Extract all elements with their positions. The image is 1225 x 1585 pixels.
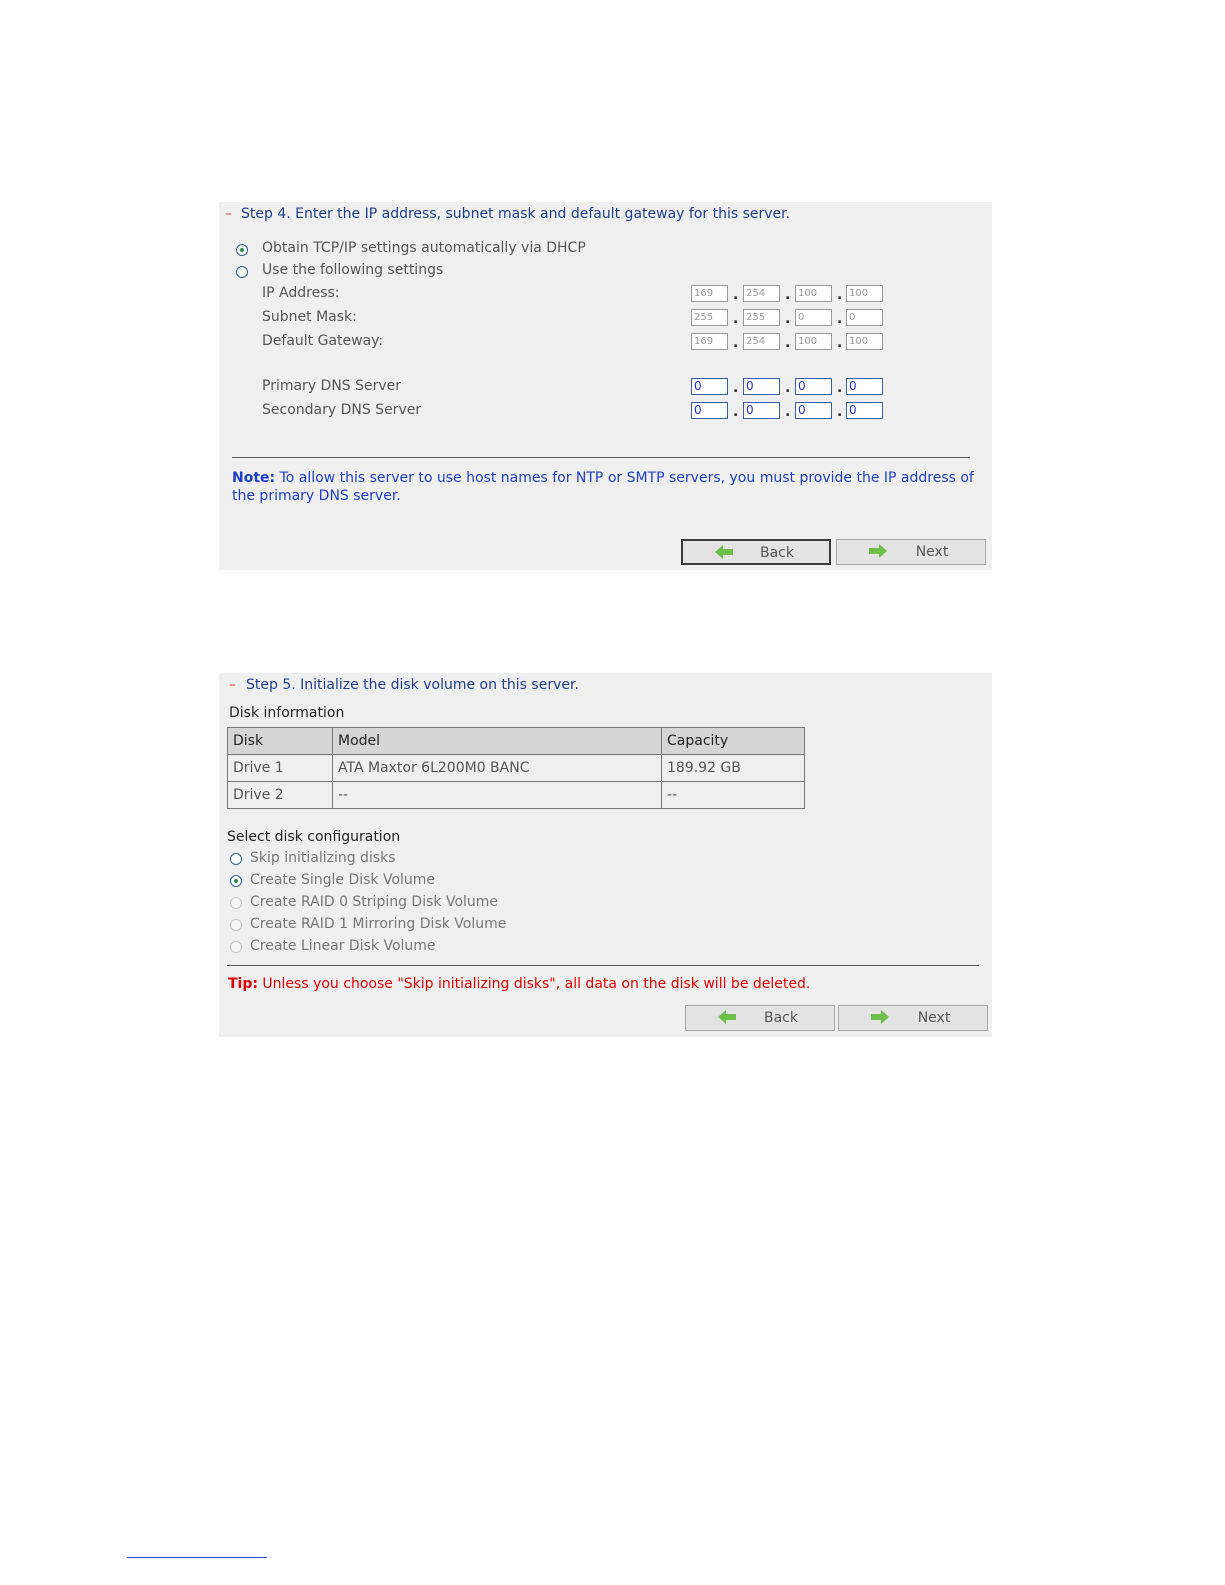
step5-panel	[219, 673, 992, 1037]
divider	[227, 965, 979, 966]
raid0-label: Create RAID 0 Striping Disk Volume	[250, 894, 499, 910]
gateway-dot: .	[837, 335, 843, 351]
disk-info-label: Disk information	[229, 705, 345, 721]
step5-title: Step 5. Initialize the disk volume on this server.	[246, 677, 579, 693]
subnet-octet-3: 0	[795, 309, 832, 326]
dns-dot: .	[785, 380, 791, 396]
raid0-radio	[230, 897, 242, 909]
table-row	[228, 755, 805, 782]
back-button[interactable]	[681, 539, 831, 565]
gateway-dot: .	[733, 335, 739, 351]
secondary-dns-octet-3[interactable]: 0	[795, 402, 832, 419]
next-button-label: Next	[915, 544, 949, 560]
tip-message	[228, 976, 810, 992]
back-button-label: Back	[760, 545, 794, 561]
ip-dot: .	[837, 287, 843, 303]
ip-dot: .	[733, 287, 739, 303]
back-button[interactable]	[685, 1005, 835, 1031]
primary-dns-label: Primary DNS Server	[262, 378, 402, 394]
tip-label: Tip:	[228, 976, 258, 992]
cell-model: ATA Maxtor 6L200M0 BANC	[333, 755, 662, 782]
footnote-separator	[127, 1557, 267, 1558]
secondary-dns-octet-1[interactable]: 0	[691, 402, 728, 419]
table-header-row	[228, 728, 805, 755]
ip-octet-1: 169	[691, 285, 728, 302]
raid1-radio	[230, 919, 242, 931]
dhcp-radio[interactable]	[236, 244, 248, 256]
collapse-dash[interactable]: –	[225, 206, 232, 222]
skip-init-label: Skip initializing disks	[250, 850, 396, 866]
note-text: To allow this server to use host names for NTP or SMTP servers, you must provide the IP address of the primary DNS server.	[232, 470, 974, 504]
primary-dns-octet-3[interactable]: 0	[795, 378, 832, 395]
primary-dns-octet-4[interactable]: 0	[846, 378, 883, 395]
next-button-label: Next	[917, 1010, 951, 1026]
cell-capacity: 189.92 GB	[662, 755, 805, 782]
skip-init-radio[interactable]	[230, 853, 242, 865]
single-disk-label: Create Single Disk Volume	[250, 872, 436, 888]
back-button-label: Back	[764, 1010, 798, 1026]
subnet-octet-1: 255	[691, 309, 728, 326]
ip-octet-3: 100	[795, 285, 832, 302]
gateway-octet-1: 169	[691, 333, 728, 350]
subnet-mask-label: Subnet Mask:	[262, 309, 357, 325]
dns-dot: .	[733, 404, 739, 420]
next-button[interactable]	[838, 1005, 988, 1031]
dhcp-radio-label: Obtain TCP/IP settings automatically via DHCP	[262, 240, 586, 256]
ip-octet-2: 254	[743, 285, 780, 302]
gateway-label: Default Gateway:	[262, 333, 384, 349]
subnet-dot: .	[785, 311, 791, 327]
cell-model: --	[333, 782, 662, 809]
manual-settings-label: Use the following settings	[262, 262, 444, 278]
subnet-dot: .	[733, 311, 739, 327]
gateway-octet-3: 100	[795, 333, 832, 350]
primary-dns-octet-2[interactable]: 0	[743, 378, 780, 395]
header-disk: Disk	[228, 728, 333, 755]
manual-settings-radio[interactable]	[236, 266, 248, 278]
linear-radio	[230, 941, 242, 953]
divider	[232, 457, 970, 458]
dns-dot: .	[837, 404, 843, 420]
subnet-dot: .	[837, 311, 843, 327]
dns-dot: .	[785, 404, 791, 420]
collapse-dash[interactable]: –	[229, 677, 236, 693]
raid1-label: Create RAID 1 Mirroring Disk Volume	[250, 916, 507, 932]
select-config-label: Select disk configuration	[227, 829, 401, 845]
cell-disk: Drive 2	[228, 782, 333, 809]
step4-title: Step 4. Enter the IP address, subnet mask and default gateway for this server.	[241, 206, 791, 222]
tip-text: Unless you choose "Skip initializing disks", all data on the disk will be deleted.	[262, 976, 811, 992]
secondary-dns-label: Secondary DNS Server	[262, 402, 422, 418]
ip-octet-4: 100	[846, 285, 883, 302]
single-disk-radio[interactable]	[230, 875, 242, 887]
dns-dot: .	[837, 380, 843, 396]
subnet-octet-2: 255	[743, 309, 780, 326]
ip-dot: .	[785, 287, 791, 303]
cell-disk: Drive 1	[228, 755, 333, 782]
gateway-octet-4: 100	[846, 333, 883, 350]
note-label: Note:	[232, 470, 276, 486]
next-button[interactable]	[836, 539, 986, 565]
step4-panel	[219, 202, 992, 570]
linear-label: Create Linear Disk Volume	[250, 938, 436, 954]
table-row	[228, 782, 805, 809]
dns-dot: .	[733, 380, 739, 396]
gateway-dot: .	[785, 335, 791, 351]
primary-dns-octet-1[interactable]: 0	[691, 378, 728, 395]
gateway-octet-2: 254	[743, 333, 780, 350]
subnet-octet-4: 0	[846, 309, 883, 326]
header-capacity: Capacity	[662, 728, 805, 755]
disk-table	[227, 727, 805, 809]
header-model: Model	[333, 728, 662, 755]
cell-capacity: --	[662, 782, 805, 809]
secondary-dns-octet-2[interactable]: 0	[743, 402, 780, 419]
secondary-dns-octet-4[interactable]: 0	[846, 402, 883, 419]
dns-note	[232, 469, 977, 505]
ip-address-label: IP Address:	[262, 285, 340, 301]
